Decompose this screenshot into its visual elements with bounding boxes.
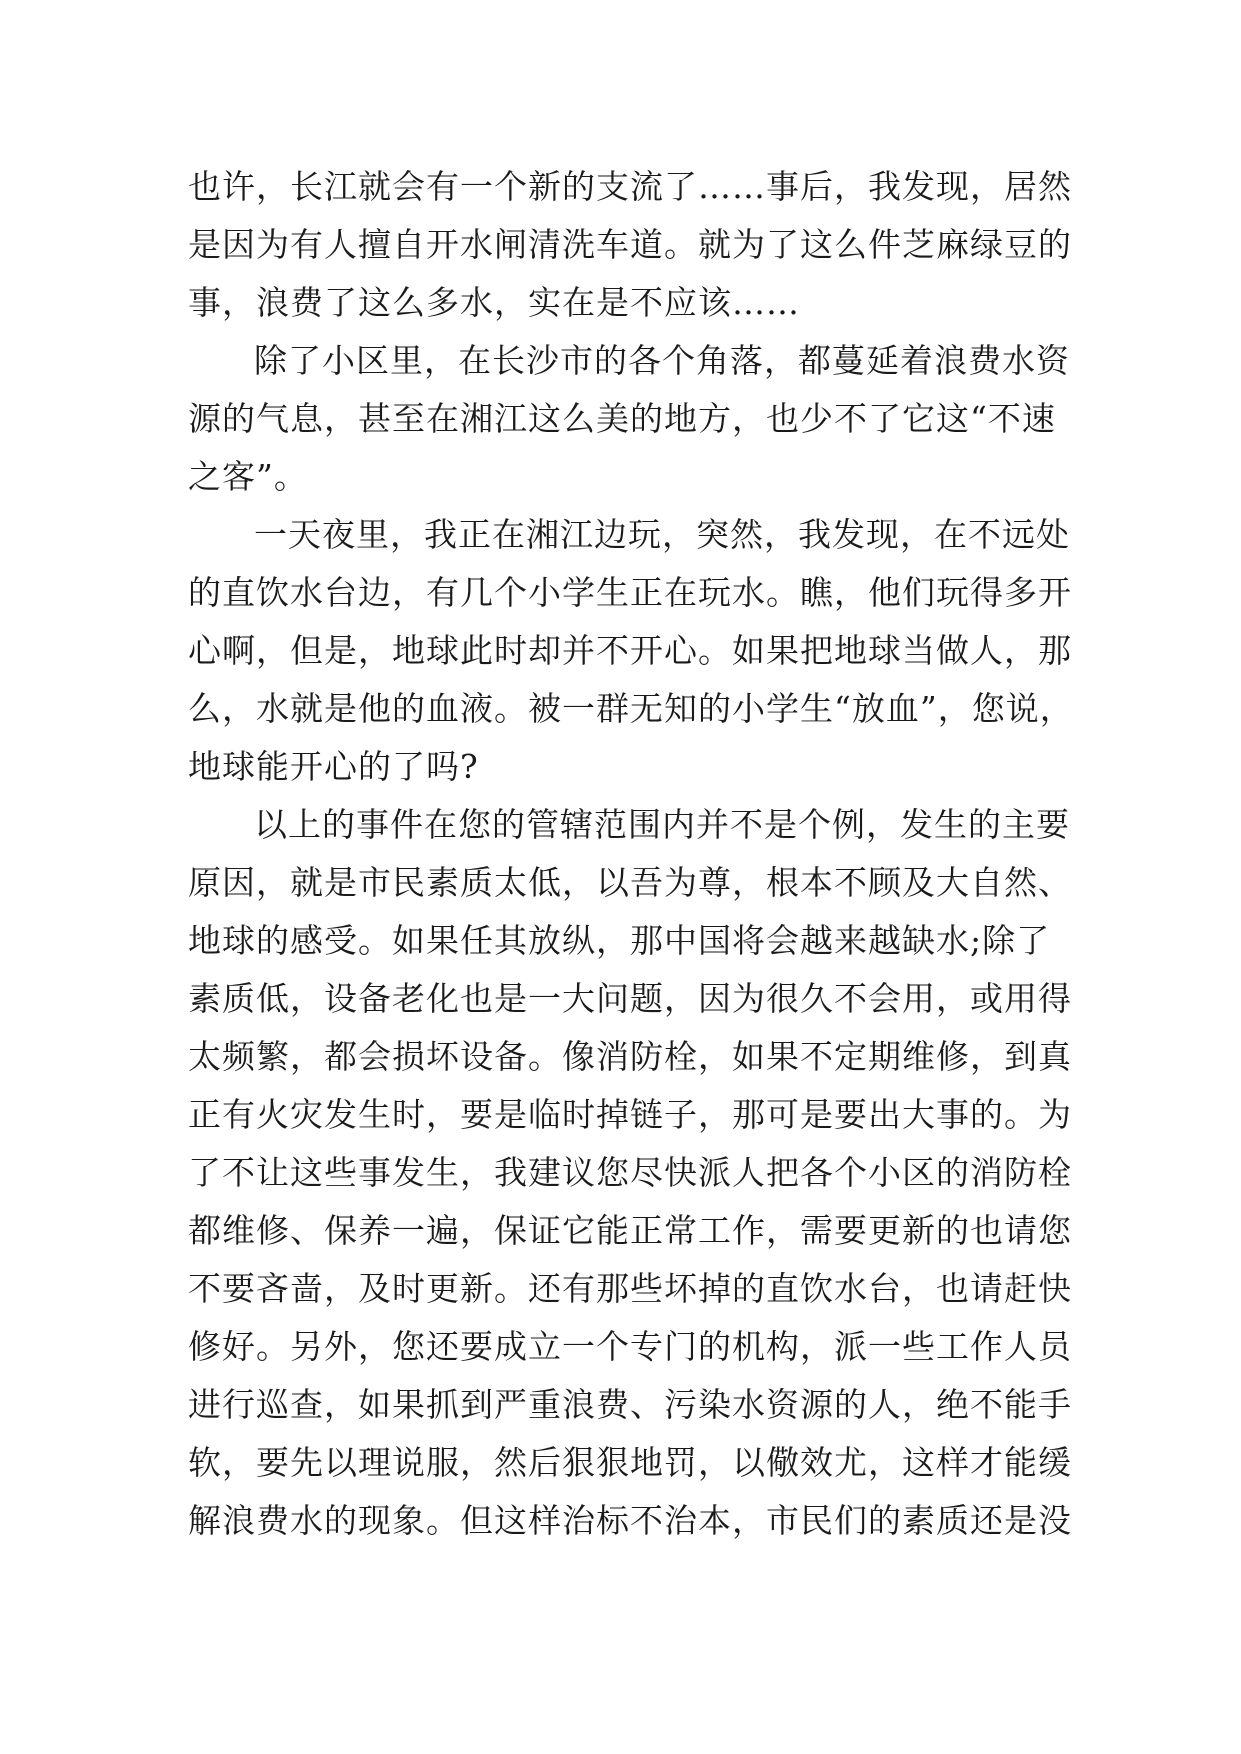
text-line: 源的气息，甚至在湘江这么美的地方，也少不了它这“不速 [188, 399, 1056, 438]
text-line: 素质低，设备老化也是一大问题，因为很久不会用，或用得 [188, 979, 1072, 1018]
text-line: 都维修、保养一遍，保证它能正常工作，需要更新的也请您 [188, 1211, 1072, 1250]
text-line: 地球的感受。如果任其放纵，那中国将会越来越缺水;除了 [188, 921, 1051, 960]
text-line: 是因为有人擅自开水闸清洗车道。就为了这么件芝麻绿豆的 [188, 225, 1072, 264]
text-line: 软，要先以理说服，然后狠狠地罚，以儆效尤，这样才能缓 [188, 1443, 1072, 1482]
text-line: 解浪费水的现象。但这样治标不治本，市民们的素质还是没 [188, 1501, 1072, 1540]
text-line: 了不让这些事发生，我建议您尽快派人把各个小区的消防栓 [188, 1153, 1072, 1192]
text-line: 以上的事件在您的管辖范围内并不是个例，发生的主要 [254, 805, 1070, 844]
text-line: 么，水就是他的血液。被一群无知的小学生“放血”，您说， [188, 689, 1074, 728]
text-line: 太频繁，都会损坏设备。像消防栓，如果不定期维修，到真 [188, 1037, 1072, 1076]
body-text [188, 158, 1074, 1550]
text-line: 原因，就是市民素质太低，以吾为尊，根本不顾及大自然、 [188, 863, 1072, 902]
text-line: 事，浪费了这么多水，实在是不应该…… [188, 283, 800, 322]
text-line: 一天夜里，我正在湘江边玩，突然，我发现，在不远处 [254, 515, 1070, 554]
text-line: 心啊，但是，地球此时却并不开心。如果把地球当做人，那 [188, 631, 1072, 670]
text-line: 进行巡查，如果抓到严重浪费、污染水资源的人，绝不能手 [188, 1385, 1072, 1424]
text-line: 正有火灾发生时，要是临时掉链子，那可是要出大事的。为 [188, 1095, 1072, 1134]
text-line: 除了小区里，在长沙市的各个角落，都蔓延着浪费水资 [254, 341, 1070, 380]
text-line: 也许，长江就会有一个新的支流了……事后，我发现，居然 [188, 167, 1072, 206]
text-line: 修好。另外，您还要成立一个专门的机构，派一些工作人员 [188, 1327, 1072, 1366]
text-line: 地球能开心的了吗? [188, 747, 479, 786]
text-line: 不要吝啬，及时更新。还有那些坏掉的直饮水台，也请赶快 [188, 1269, 1072, 1308]
text-line: 的直饮水台边，有几个小学生正在玩水。瞧，他们玩得多开 [188, 573, 1072, 612]
text-line: 之客”。 [188, 457, 308, 496]
